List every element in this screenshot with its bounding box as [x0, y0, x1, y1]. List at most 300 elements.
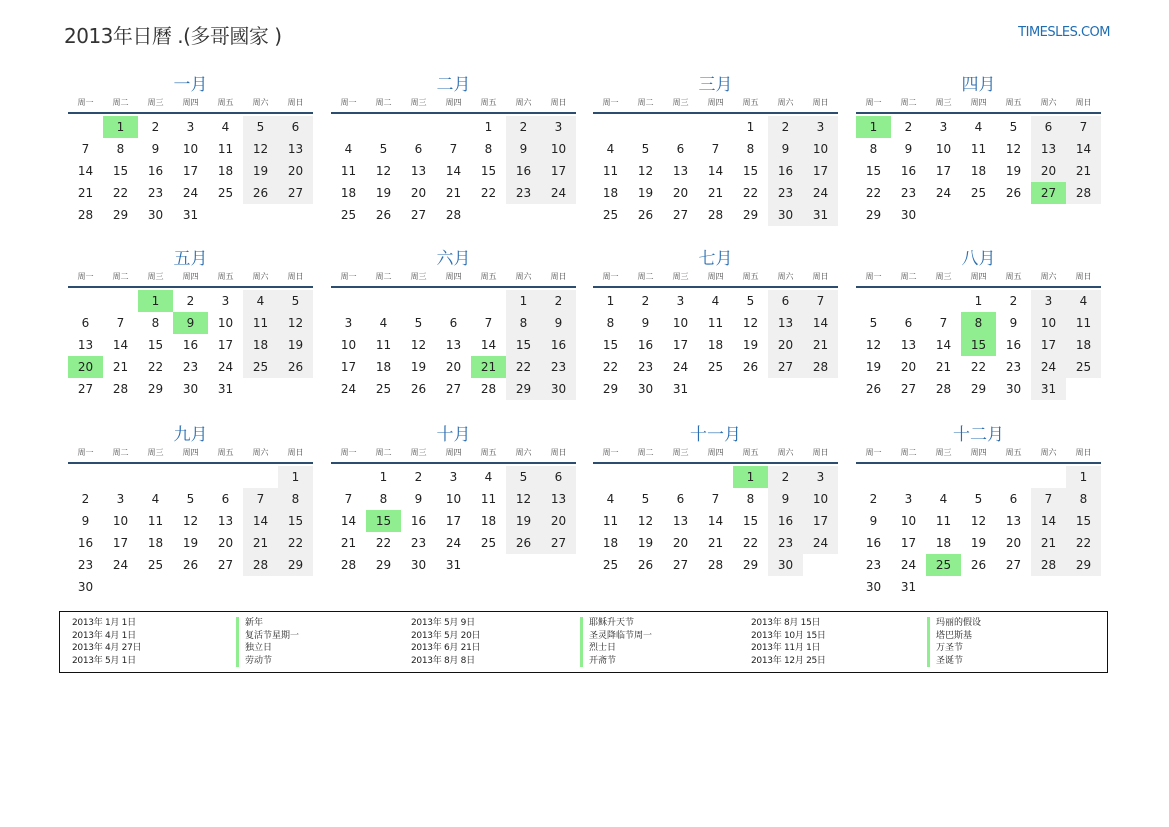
weekday-label: 周一 [340, 448, 357, 457]
day-cell: 23 [768, 182, 803, 204]
day-cell: 15 [742, 164, 759, 178]
header-rule [331, 462, 576, 464]
weekday-label: 周四 [970, 272, 987, 281]
day-cell: 12 [865, 338, 882, 352]
day-cell: 2 [414, 470, 423, 484]
day-cell: 20 [672, 536, 689, 550]
day-cell: 9 [768, 138, 803, 160]
legend-date: 2013年 4月 1日 [72, 630, 136, 641]
month-title: 二月 [436, 75, 471, 95]
day-cell: 29 [1066, 554, 1101, 576]
weekday-label: 周六 [252, 272, 269, 281]
day-cell: 21 [77, 186, 94, 200]
day-cell: 27 [217, 558, 234, 572]
weekday-label: 周三 [410, 272, 427, 281]
day-cell: 25 [217, 186, 234, 200]
holiday-day-cell: 1 [103, 116, 138, 138]
day-cell: 20 [278, 160, 313, 182]
empty-cell [138, 466, 173, 488]
day-cell: 19 [637, 536, 654, 550]
week-row [593, 312, 838, 334]
day-cell: 13 [445, 338, 462, 352]
day-cell: 14 [77, 164, 94, 178]
weekday-label: 周五 [1005, 448, 1022, 457]
month-title: 十月 [436, 425, 471, 445]
day-cell: 10 [935, 142, 952, 156]
day-cell: 12 [243, 138, 278, 160]
day-cell: 15 [1066, 510, 1101, 532]
weekday-label: 周三 [672, 448, 689, 457]
day-cell: 8 [746, 492, 755, 506]
empty-cell [926, 466, 961, 488]
legend-holiday: 万圣节 [927, 642, 981, 655]
day-cell: 21 [112, 360, 129, 374]
header-rule [856, 462, 1101, 464]
day-cell: 7 [81, 142, 90, 156]
week-row [856, 204, 1101, 226]
day-cell: 7 [711, 492, 720, 506]
day-cell: 20 [410, 186, 427, 200]
day-cell: 23 [147, 186, 164, 200]
day-cell: 10 [803, 138, 838, 160]
weekday-label: 周二 [637, 98, 654, 107]
day-cell: 28 [935, 382, 952, 396]
empty-cell [663, 116, 698, 138]
week-row [856, 532, 1101, 554]
day-cell: 6 [541, 466, 576, 488]
day-cell: 6 [81, 316, 90, 330]
month-title: 十一月 [690, 425, 741, 445]
weekday-label: 周五 [217, 272, 234, 281]
day-cell: 25 [602, 558, 619, 572]
weekday-header [593, 96, 838, 110]
day-cell: 29 [970, 382, 987, 396]
day-cell: 9 [869, 514, 878, 528]
week-row [331, 116, 576, 138]
empty-cell [698, 116, 733, 138]
day-cell: 25 [1066, 356, 1101, 378]
day-cell: 12 [182, 514, 199, 528]
weekday-label: 周二 [900, 448, 917, 457]
weekday-label: 周一 [77, 272, 94, 281]
day-cell: 29 [742, 208, 759, 222]
day-cell: 22 [1066, 532, 1101, 554]
day-cell: 30 [865, 580, 882, 594]
brand-link[interactable]: TIMESLES.COM [1018, 25, 1110, 40]
week-row [593, 554, 838, 576]
day-cell: 27 [77, 382, 94, 396]
day-cell: 12 [410, 338, 427, 352]
day-cell: 21 [243, 532, 278, 554]
day-cell: 10 [217, 316, 234, 330]
day-cell: 11 [602, 164, 619, 178]
day-cell: 22 [970, 360, 987, 374]
empty-cell [401, 290, 436, 312]
day-cell: 25 [375, 382, 392, 396]
empty-cell [1031, 466, 1066, 488]
day-cell: 7 [484, 316, 493, 330]
day-cell: 26 [865, 382, 882, 396]
day-cell: 31 [1031, 378, 1066, 400]
day-cell: 28 [707, 558, 724, 572]
day-cell: 29 [865, 208, 882, 222]
day-cell: 14 [340, 514, 357, 528]
weekday-label: 周一 [340, 272, 357, 281]
day-cell: 27 [541, 532, 576, 554]
weekday-label: 周日 [550, 272, 567, 281]
day-cell: 21 [340, 536, 357, 550]
day-cell: 18 [340, 186, 357, 200]
weekday-label: 周四 [970, 98, 987, 107]
day-cell: 25 [480, 536, 497, 550]
weekday-header [68, 270, 313, 284]
month-4 [856, 74, 1101, 226]
week-row [331, 204, 576, 226]
day-cell: 5 [506, 466, 541, 488]
day-cell: 6 [449, 316, 458, 330]
day-cell: 14 [445, 164, 462, 178]
month-5 [68, 248, 313, 400]
day-cell: 2 [641, 294, 650, 308]
day-cell: 11 [480, 492, 497, 506]
weekday-label: 周六 [1040, 98, 1057, 107]
empty-cell [856, 466, 891, 488]
day-cell: 19 [375, 186, 392, 200]
day-cell: 14 [1066, 138, 1101, 160]
weekday-label: 周二 [375, 98, 392, 107]
day-cell: 25 [602, 208, 619, 222]
weekday-label: 周二 [900, 98, 917, 107]
day-cell: 12 [637, 164, 654, 178]
day-cell: 23 [768, 532, 803, 554]
empty-cell [208, 466, 243, 488]
week-row [68, 576, 313, 598]
header-rule [593, 112, 838, 114]
day-cell: 2 [904, 120, 913, 134]
empty-cell [471, 290, 506, 312]
day-cell: 30 [768, 204, 803, 226]
week-row [856, 116, 1101, 138]
weekday-label: 周四 [445, 448, 462, 457]
week-row [68, 290, 313, 312]
day-cell: 14 [707, 164, 724, 178]
day-cell: 2 [151, 120, 160, 134]
day-cell: 10 [112, 514, 129, 528]
day-cell: 8 [151, 316, 160, 330]
day-cell: 5 [641, 142, 650, 156]
day-cell: 24 [217, 360, 234, 374]
day-cell: 20 [445, 360, 462, 374]
weekday-label: 周二 [637, 448, 654, 457]
day-cell: 18 [707, 338, 724, 352]
holiday-day-cell: 25 [926, 554, 961, 576]
week-row [68, 466, 313, 488]
empty-cell [628, 116, 663, 138]
day-cell: 27 [768, 356, 803, 378]
day-cell: 10 [803, 488, 838, 510]
day-cell: 22 [742, 186, 759, 200]
day-cell: 3 [449, 470, 458, 484]
legend-holiday: 玛丽的假设 [927, 617, 981, 630]
empty-cell [856, 290, 891, 312]
weekday-label: 周六 [777, 448, 794, 457]
day-cell: 9 [904, 142, 913, 156]
day-cell: 31 [672, 382, 689, 396]
day-cell: 10 [445, 492, 462, 506]
day-cell: 26 [970, 558, 987, 572]
legend-holiday: 塔巴斯基 [927, 630, 981, 643]
day-cell: 29 [506, 378, 541, 400]
day-cell: 15 [865, 164, 882, 178]
week-row [331, 312, 576, 334]
week-row [593, 160, 838, 182]
day-cell: 8 [116, 142, 125, 156]
day-cell: 16 [147, 164, 164, 178]
day-cell: 12 [506, 488, 541, 510]
day-cell: 7 [939, 316, 948, 330]
day-cell: 5 [186, 492, 195, 506]
week-row [331, 182, 576, 204]
day-cell: 22 [742, 536, 759, 550]
week-row [68, 378, 313, 400]
day-cell: 30 [147, 208, 164, 222]
weekday-label: 周日 [550, 448, 567, 457]
day-cell: 11 [602, 514, 619, 528]
empty-cell [331, 290, 366, 312]
empty-cell [436, 290, 471, 312]
day-cell: 6 [768, 290, 803, 312]
day-cell: 13 [672, 514, 689, 528]
day-cell: 11 [1066, 312, 1101, 334]
day-cell: 5 [974, 492, 983, 506]
empty-cell [103, 290, 138, 312]
day-cell: 20 [541, 510, 576, 532]
day-cell: 27 [672, 208, 689, 222]
month-title: 七月 [698, 249, 733, 269]
day-cell: 18 [602, 536, 619, 550]
legend-holiday: 圣灵降临节周一 [580, 630, 652, 643]
legend-date: 2013年 8月 15日 [751, 618, 821, 628]
day-cell: 18 [147, 536, 164, 550]
holiday-day-cell: 1 [733, 466, 768, 488]
legend-date: 2013年 11月 1日 [751, 643, 821, 653]
week-row [856, 488, 1101, 510]
day-cell: 22 [506, 356, 541, 378]
week-row [856, 138, 1101, 160]
day-cell: 9 [81, 514, 90, 528]
day-cell: 2 [869, 492, 878, 506]
week-row [331, 160, 576, 182]
day-cell: 4 [379, 316, 388, 330]
weekday-label: 周一 [602, 98, 619, 107]
day-cell: 10 [1031, 312, 1066, 334]
day-cell: 4 [243, 290, 278, 312]
day-cell: 8 [606, 316, 615, 330]
day-cell: 14 [243, 510, 278, 532]
month-11 [593, 424, 838, 576]
day-cell: 28 [340, 558, 357, 572]
day-cell: 3 [541, 116, 576, 138]
week-row [331, 356, 576, 378]
day-cell: 14 [480, 338, 497, 352]
week-row [68, 182, 313, 204]
day-cell: 14 [112, 338, 129, 352]
day-cell: 2 [81, 492, 90, 506]
day-cell: 2 [541, 290, 576, 312]
weekday-label: 周三 [147, 98, 164, 107]
day-cell: 25 [970, 186, 987, 200]
day-cell: 7 [243, 488, 278, 510]
empty-cell [366, 116, 401, 138]
day-cell: 5 [243, 116, 278, 138]
day-cell: 11 [147, 514, 164, 528]
day-cell: 30 [900, 208, 917, 222]
day-cell: 23 [865, 558, 882, 572]
day-cell: 11 [340, 164, 357, 178]
day-cell: 6 [1031, 116, 1066, 138]
day-cell: 22 [375, 536, 392, 550]
week-row [856, 466, 1101, 488]
day-cell: 28 [707, 208, 724, 222]
day-cell: 17 [541, 160, 576, 182]
legend-date: 2013年 4月 27日 [72, 643, 142, 653]
weekday-label: 周一 [77, 448, 94, 457]
header-rule [856, 112, 1101, 114]
legend-date: 2013年 5月 9日 [411, 618, 475, 628]
day-cell: 11 [970, 142, 987, 156]
day-cell: 29 [278, 554, 313, 576]
day-cell: 4 [484, 470, 493, 484]
day-cell: 19 [182, 536, 199, 550]
week-row [856, 510, 1101, 532]
week-row [856, 312, 1101, 334]
day-cell: 13 [77, 338, 94, 352]
month-title: 十二月 [953, 425, 1004, 445]
day-cell: 23 [77, 558, 94, 572]
weekday-label: 周二 [637, 272, 654, 281]
day-cell: 15 [480, 164, 497, 178]
week-row [856, 378, 1101, 400]
day-cell: 30 [77, 580, 94, 594]
weekday-label: 周五 [742, 448, 759, 457]
day-cell: 18 [375, 360, 392, 374]
week-row [68, 510, 313, 532]
weekday-header [856, 446, 1101, 460]
day-cell: 2 [1009, 294, 1018, 308]
day-cell: 13 [768, 312, 803, 334]
day-cell: 15 [147, 338, 164, 352]
week-row [331, 138, 576, 160]
holiday-day-cell: 1 [138, 290, 173, 312]
day-cell: 11 [375, 338, 392, 352]
week-row [331, 532, 576, 554]
weekday-label: 周六 [777, 272, 794, 281]
day-cell: 1 [974, 294, 983, 308]
empty-cell [68, 466, 103, 488]
day-cell: 23 [182, 360, 199, 374]
weekday-label: 周三 [935, 272, 952, 281]
day-cell: 28 [77, 208, 94, 222]
day-cell: 28 [243, 554, 278, 576]
day-cell: 23 [541, 356, 576, 378]
day-cell: 13 [541, 488, 576, 510]
week-row [68, 356, 313, 378]
day-cell: 3 [1031, 290, 1066, 312]
empty-cell [436, 116, 471, 138]
day-cell: 24 [1031, 356, 1066, 378]
day-cell: 12 [375, 164, 392, 178]
weekday-label: 周六 [777, 98, 794, 107]
day-cell: 11 [935, 514, 952, 528]
weekday-label: 周六 [1040, 448, 1057, 457]
legend-names-1 [236, 617, 299, 667]
week-row [68, 116, 313, 138]
weekday-label: 周六 [515, 272, 532, 281]
day-cell: 9 [506, 138, 541, 160]
week-row [856, 334, 1101, 356]
weekday-label: 周四 [182, 98, 199, 107]
day-cell: 19 [637, 186, 654, 200]
day-cell: 13 [278, 138, 313, 160]
day-cell: 10 [340, 338, 357, 352]
weekday-label: 周日 [1075, 272, 1092, 281]
day-cell: 1 [379, 470, 388, 484]
day-cell: 19 [970, 536, 987, 550]
empty-cell [961, 466, 996, 488]
day-cell: 6 [904, 316, 913, 330]
legend-date: 2013年 8月 8日 [411, 655, 475, 666]
day-cell: 16 [410, 514, 427, 528]
day-cell: 3 [344, 316, 353, 330]
day-cell: 8 [869, 142, 878, 156]
day-cell: 26 [410, 382, 427, 396]
month-3 [593, 74, 838, 226]
legend-date: 2013年 12月 25日 [751, 655, 826, 666]
empty-cell [68, 290, 103, 312]
weekday-label: 周一 [865, 448, 882, 457]
week-row [331, 466, 576, 488]
day-cell: 8 [278, 488, 313, 510]
weekday-label: 周二 [112, 448, 129, 457]
day-cell: 25 [340, 208, 357, 222]
weekday-label: 周三 [672, 98, 689, 107]
week-row [856, 576, 1101, 598]
header-rule [68, 462, 313, 464]
day-cell: 24 [900, 558, 917, 572]
day-cell: 20 [1031, 160, 1066, 182]
holiday-day-cell: 15 [366, 510, 401, 532]
empty-cell [663, 466, 698, 488]
day-cell: 16 [182, 338, 199, 352]
day-cell: 7 [711, 142, 720, 156]
weekday-label: 周日 [287, 98, 304, 107]
day-cell: 18 [217, 164, 234, 178]
week-row [593, 204, 838, 226]
day-cell: 28 [445, 208, 462, 222]
day-cell: 11 [707, 316, 724, 330]
weekday-label: 周三 [935, 98, 952, 107]
day-cell: 10 [672, 316, 689, 330]
legend-holiday: 圣诞节 [927, 655, 981, 668]
day-cell: 25 [243, 356, 278, 378]
day-cell: 29 [112, 208, 129, 222]
week-row [331, 290, 576, 312]
day-cell: 17 [217, 338, 234, 352]
month-title: 三月 [698, 75, 733, 95]
weekday-header [68, 96, 313, 110]
day-cell: 17 [1031, 334, 1066, 356]
week-row [593, 138, 838, 160]
